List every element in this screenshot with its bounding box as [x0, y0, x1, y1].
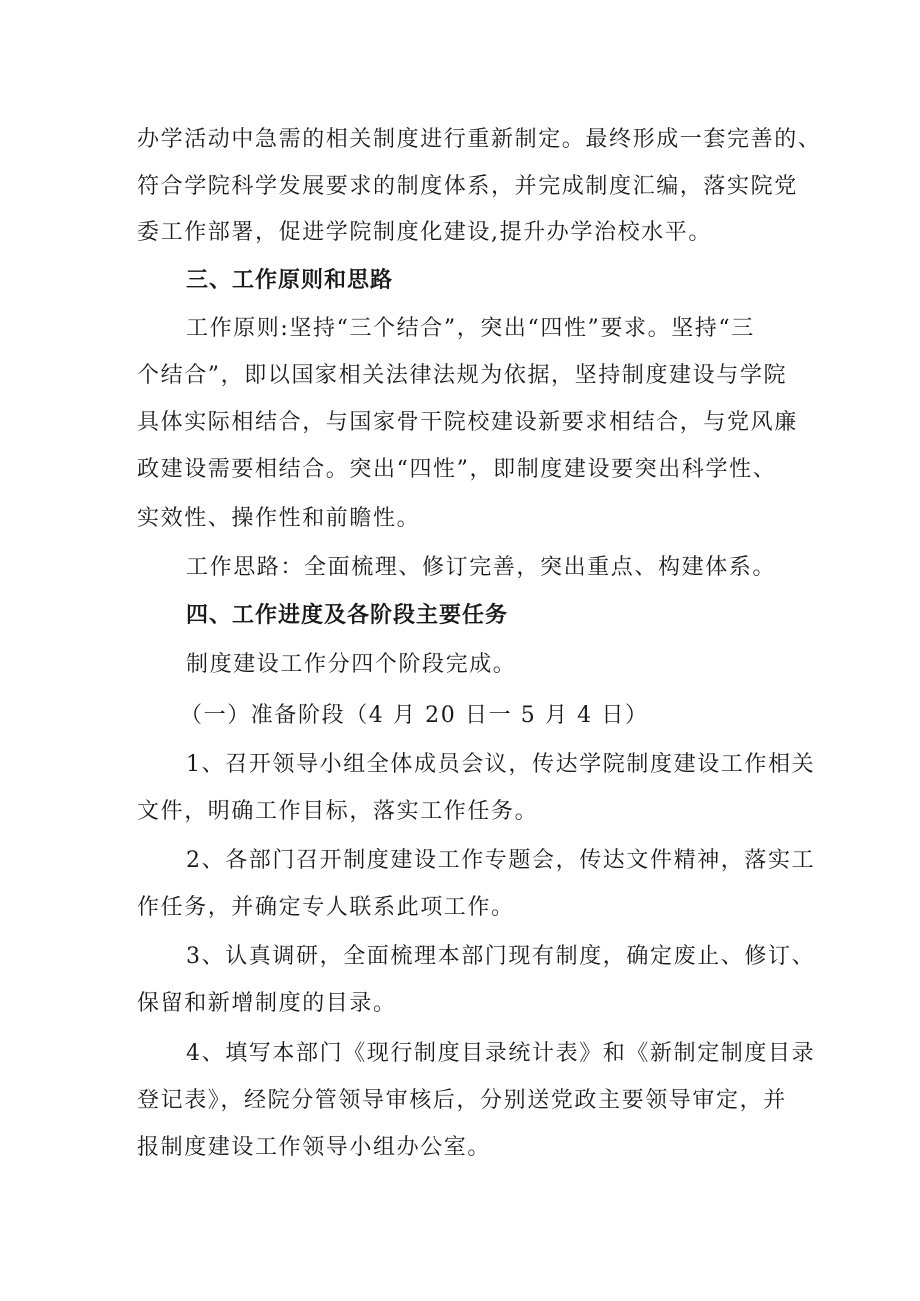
task-item-line: 登记表》，经院分管领导审核后，分别送党政主要领导审定，并	[137, 1088, 787, 1113]
task-item-line: 报制度建设工作领导小组办公室。	[137, 1135, 492, 1160]
task-item-line: 1、召开领导小组全体成员会议，传达学院制度建设工作相关	[186, 752, 816, 777]
task-item-line: 3、认真调研，全面梳理本部门现有制度，确定废止、修订、	[186, 944, 816, 969]
principle-line: 工作原则:坚持“三个结合”，突出“四性”要求。坚持“三	[186, 316, 755, 341]
section-4-heading: 四、工作进度及各阶段主要任务	[186, 603, 509, 628]
stage-1-title: （一）准备阶段（4 月 20 日一 5 月 4 日）	[180, 703, 649, 728]
intro-line: 委工作部署，促进学院制度化建设,提升办学治校水平。	[137, 220, 712, 245]
task-item-line: 2、各部门召开制度建设工作专题会，传达文件精神，落实工	[186, 848, 816, 873]
intro-line: 符合学院科学发展要求的制度体系，并完成制度汇编，落实院党	[137, 174, 798, 199]
principle-line: 政建设需要相结合。突出“四性”，即制度建设要突出科学性、	[137, 457, 777, 482]
section-3-heading: 三、工作原则和思路	[186, 268, 394, 293]
approach-line: 工作思路：全面梳理、修订完善，突出重点、构建体系。	[186, 555, 777, 580]
principle-line: 个结合”，即以国家相关法律法规为依据，坚持制度建设与学院	[137, 363, 788, 388]
intro-line: 办学活动中急需的相关制度进行重新制定。最终形成一套完善的、	[137, 127, 822, 152]
stages-overview: 制度建设工作分四个阶段完成。	[186, 652, 517, 677]
task-item-line: 4、填写本部门《现行制度目录统计表》和《新制定制度目录	[186, 1041, 816, 1066]
task-item-line: 作任务，并确定专人联系此项工作。	[137, 895, 515, 920]
task-item-line: 保留和新增制度的目录。	[137, 991, 397, 1016]
principle-line: 实效性、操作性和前瞻性。	[137, 506, 421, 531]
principle-line: 具体实际相结合，与国家骨干院校建设新要求相结合，与党风廉	[137, 410, 798, 435]
task-item-line: 文件，明确工作目标，落实工作任务。	[137, 799, 539, 824]
